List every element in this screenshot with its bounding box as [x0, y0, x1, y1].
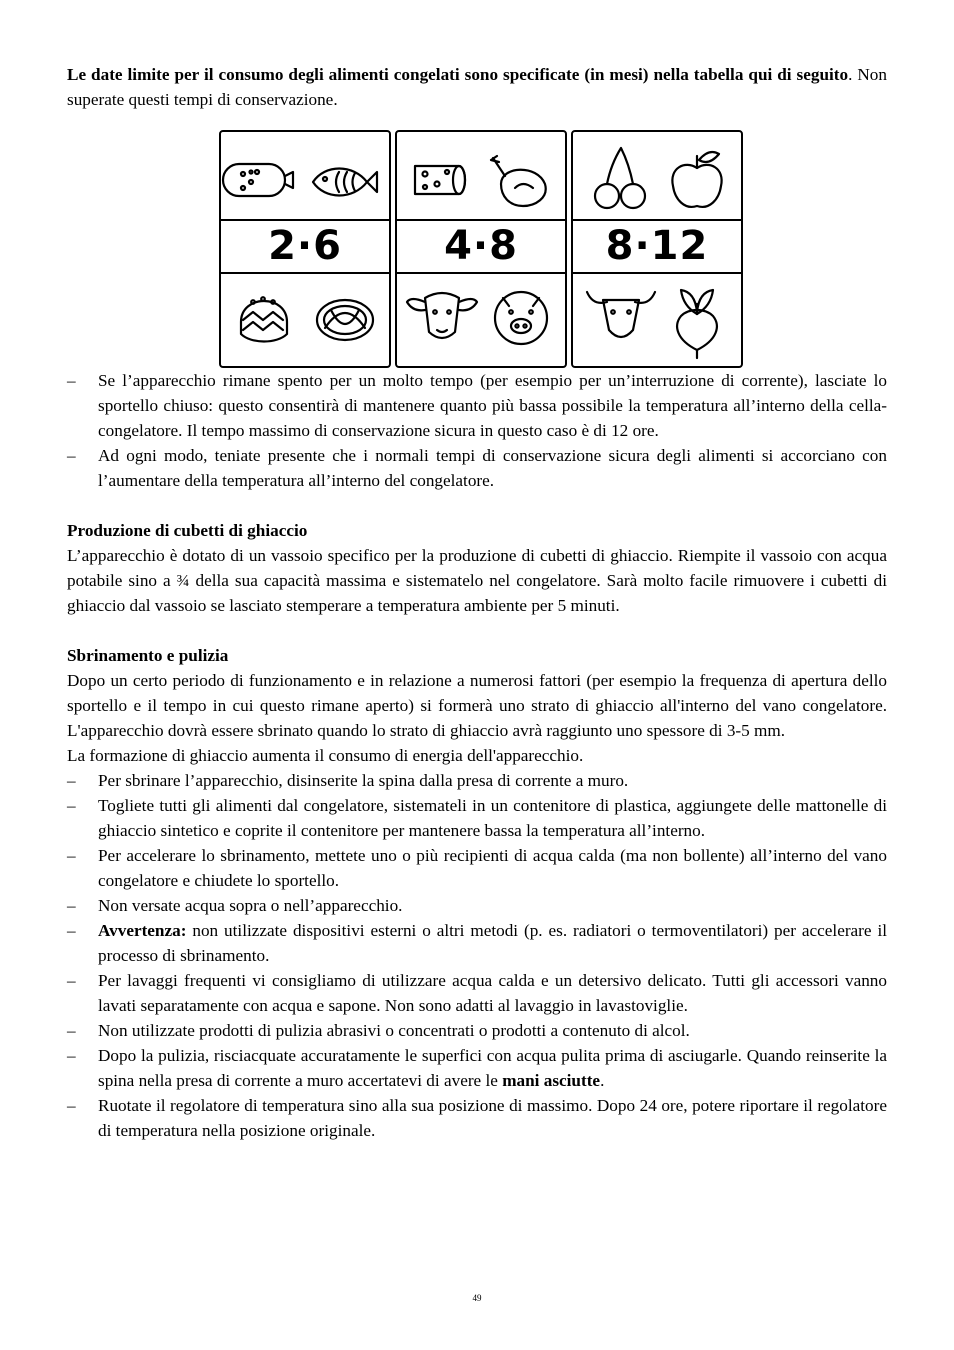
intro-rest: . Non superate questi tempi di conservazione.	[67, 65, 887, 109]
months-4-8: 4·8	[397, 219, 565, 274]
fish-icon	[313, 169, 377, 196]
list-item: – Non utilizzate prodotti di pulizia abrasivi o concentrati o prodotti a contenuto di alcol.	[67, 1018, 887, 1043]
defrost-paragraph-2: La formazione di ghiaccio aumenta il consumo di energia dell'apparecchio.	[67, 746, 584, 765]
storage-notes-list	[67, 368, 887, 493]
defrost-steps-list	[67, 768, 887, 1143]
document-page	[67, 62, 887, 1143]
list-item: – Se l’apparecchio rimane spento per un molto tempo (per esempio per un’interruzione di corrente), lasciate lo sportello chiuso: questo consentirà di mantenere quanto più bassa possibile la temperatura all’interno della cella-congelatore. Il tempo massimo di conservazione sicura in questo caso è di 12 ore.	[67, 368, 887, 443]
salami-icon	[223, 164, 293, 196]
cheese-icon	[415, 166, 465, 194]
storage-time-table	[219, 130, 743, 368]
apple-icon	[672, 152, 721, 207]
page-number: 49	[472, 1293, 482, 1303]
chicken-icon	[491, 156, 546, 206]
ice-paragraph: L’apparecchio è dotato di un vassoio specifico per la produzione di cubetti di ghiaccio. Riempite il vassoio con acqua potabile sino a ¾ della sua capacità massima e sistematelo nel congelatore. Sarà molto facile rimuovere i cubetti di ghiaccio dal vassoio se lasciato stemperare a temperatura ambiente per 5 minuti.	[67, 546, 887, 615]
ice-section-title: Produzione di cubetti di ghiaccio	[67, 521, 308, 540]
pig-icon	[495, 292, 547, 344]
list-item: – Ruotate il regolatore di temperatura sino alla sua posizione di massimo. Dopo 24 ore, potere riportare il regolatore di temperatura nella posizione originale.	[67, 1093, 887, 1143]
warning-label: Avvertenza:	[98, 921, 187, 940]
list-item-rinse	[67, 1043, 887, 1093]
cake-icon	[241, 297, 287, 341]
list-item: – Ad ogni modo, teniate presente che i normali tempi di conservazione sicura degli alimenti si accorciano con l’aumentare della temperatura all’interno del congelatore.	[67, 443, 887, 493]
storage-column-3	[571, 130, 743, 368]
storage-column-1	[219, 130, 391, 368]
storage-column-2	[395, 130, 567, 368]
months-2-6: 2·6	[221, 219, 389, 274]
cow-icon	[587, 292, 655, 337]
defrost-paragraph-1: Dopo un certo periodo di funzionamento e in relazione a numerosi fattori (per esempio la frequenza di apertura dello sportello e il tempo in cui questo rimane aperto) si formerà uno strato di ghiaccio all'interno del vano congelatore. L'apparecchio dovrà essere sbrinato quando lo strato di ghiaccio avrà raggiunto uno spessore di 3-5 mm.	[67, 671, 887, 740]
list-item: – Togliete tutti gli alimenti dal congelatore, sistemateli in un contenitore di plastica, aggiungete delle mattonelle di ghiaccio sintetico e coprite il contenitore per mantenere bassa la temperatura all’interno.	[67, 793, 887, 843]
list-item-warning	[67, 918, 887, 968]
rinse-bold: mani asciutte	[502, 1071, 601, 1090]
sheep-icon	[407, 293, 477, 338]
pretzel-icon	[317, 300, 373, 340]
intro-bold: Le date limite per il consumo degli alimenti congelati sono specificate (in mesi) nella tabella qui di seguito	[67, 65, 849, 84]
defrost-section-title: Sbrinamento e pulizia	[67, 646, 229, 665]
warning-text: non utilizzate dispositivi esterni o altri metodi (p. es. radiatori o termoventilatori) per accelerare il processo di sbrinamento.	[98, 921, 887, 965]
list-item: – Non versate acqua sopra o nell’apparecchio.	[67, 893, 887, 918]
list-item: – Per sbrinare l’apparecchio, disinserite la spina dalla presa di corrente a muro.	[67, 768, 887, 793]
months-8-12: 8·12	[573, 219, 741, 274]
list-item: – Per lavaggi frequenti vi consigliamo di utilizzare acqua calda e un detersivo delicato. Tutti gli accessori vanno lavati separatamente con acqua e sapone. Non sono adatti al lavaggio in lavastoviglie.	[67, 968, 887, 1018]
beet-icon	[677, 290, 717, 358]
list-item: – Per accelerare lo sbrinamento, mettete uno o più recipienti di acqua calda (ma non bollente) all’interno del vano congelatore e chiudete lo sportello.	[67, 843, 887, 893]
intro-paragraph	[67, 62, 887, 112]
rinse-text: Dopo la pulizia, risciacquate accuratamente le superfici con acqua pulita prima di asciugarle. Quando reinserite la spina nella presa di corrente a muro accertatevi di avere le	[98, 1046, 887, 1090]
cherry-icon	[595, 148, 645, 208]
rinse-end: .	[600, 1071, 605, 1090]
